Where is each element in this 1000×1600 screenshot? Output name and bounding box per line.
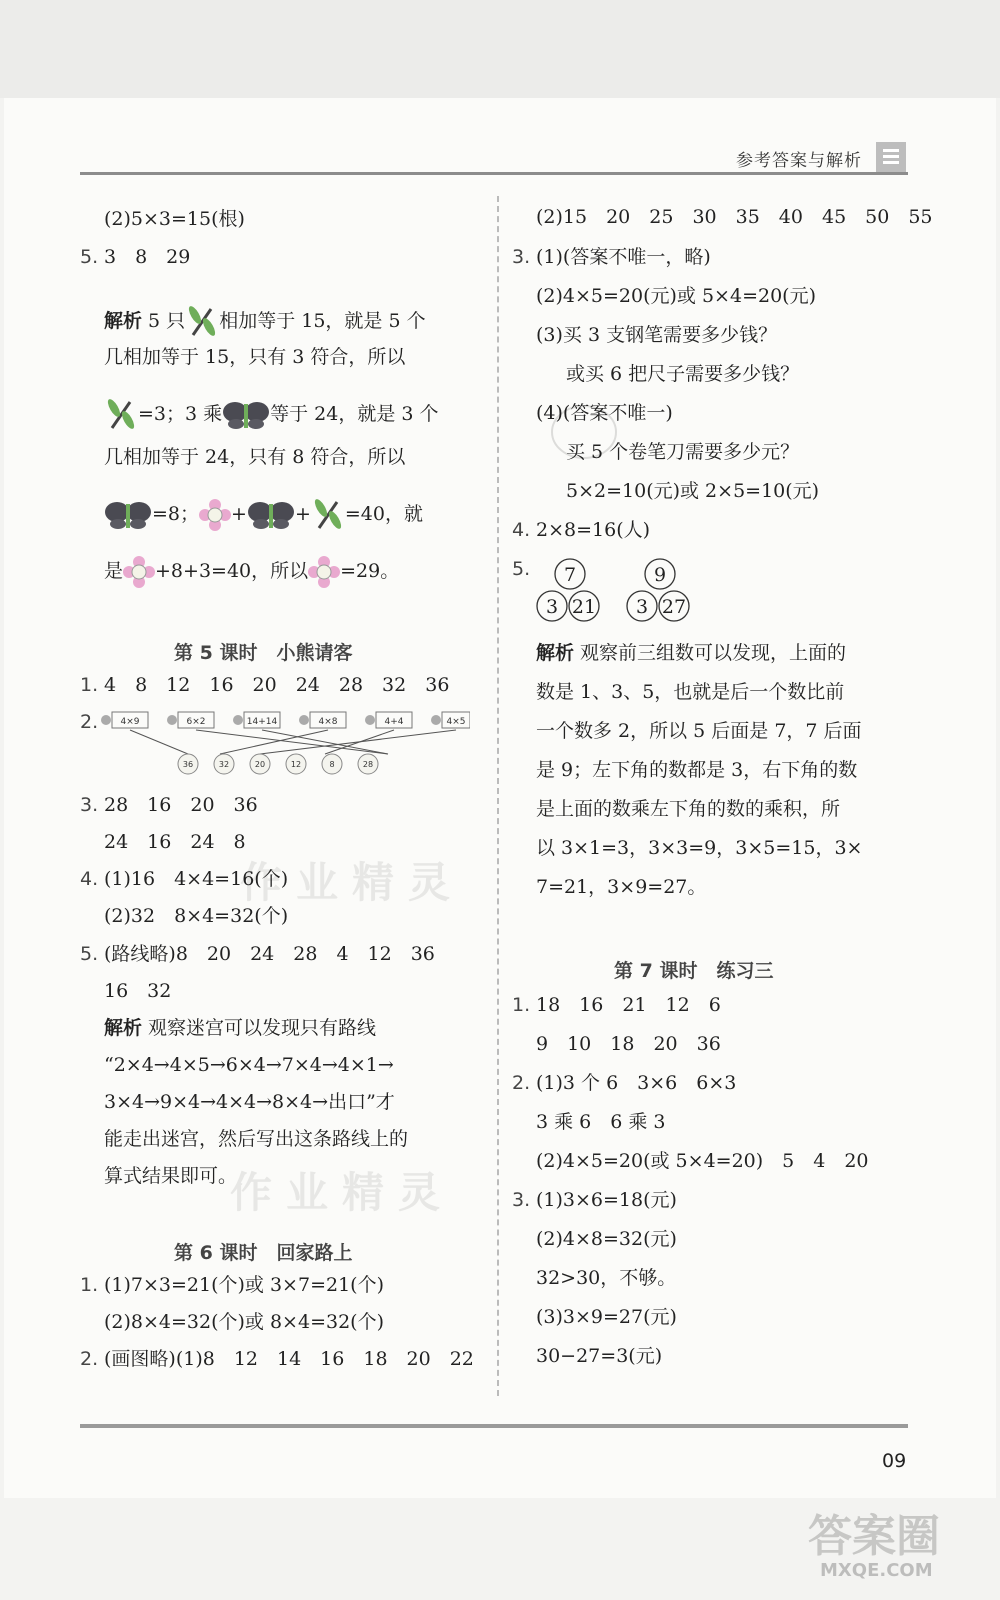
s7-q3-line-5: 30−27=3(元) [536, 1345, 663, 1367]
q3-part-1: (1)(答案不唯一，略) [536, 246, 711, 268]
card-label: 4×8 [318, 717, 338, 727]
s5-q4-number: 4. [80, 868, 99, 890]
jx-line-5: =8； + + =40，就 [104, 498, 423, 532]
r-jx-line-7: 7=21，3×9=27。 [536, 876, 707, 898]
r-jx-line-2: 数是 1、3、5，也就是后一个数比前 [536, 681, 845, 703]
jx-label: 解析 [104, 1017, 143, 1039]
q3-part-2: (2)4×5=20(元)或 5×4=20(元) [536, 285, 816, 307]
flower-icon [123, 556, 155, 588]
r-jx-line-6: 以 3×1=3，3×3=9，3×5=15，3× [536, 837, 863, 859]
s7-q3-line-3: 32>30，不够。 [536, 1267, 677, 1289]
circle-label: 12 [290, 760, 302, 769]
s7-q3-line-2: (2)4×8=32(元) [536, 1228, 677, 1250]
s5-q3-line-1: 28 16 20 36 [104, 794, 258, 816]
s5-q1-answer: 4 8 12 16 20 24 28 32 36 [104, 674, 450, 696]
jx-label: 解析 [104, 310, 143, 332]
circle-label: 32 [218, 760, 230, 769]
section-title-5: 第 5 课时 小熊请客 [174, 642, 353, 664]
card-row [101, 712, 470, 728]
s6-q1-line-1: (1)7×3=21(个)或 3×7=21(个) [104, 1274, 384, 1296]
card-label: 4+4 [384, 717, 404, 727]
butterfly-icon [222, 400, 270, 430]
s7-q3-number: 3. [512, 1189, 531, 1211]
s6-q1-number: 1. [80, 1274, 99, 1296]
jx-line-2: 几相加等于 15，只有 3 符合，所以 [104, 346, 406, 368]
book-icon [876, 142, 906, 172]
q5-number: 5. [512, 558, 531, 580]
column-divider [497, 196, 499, 1396]
s5-q3-number: 3. [80, 794, 99, 816]
s7-q3-line-4: (3)3×9=27(元) [536, 1306, 677, 1328]
s7-q2-line-1: (1)3 个 6 3×6 6×3 [536, 1072, 737, 1094]
q4-number: 4. [512, 519, 531, 541]
q3-part-4: (4)(答案不唯一) [536, 402, 673, 424]
number-circles [532, 558, 712, 626]
jx2-line-4: 能走出迷宫，然后写出这条路线上的 [104, 1128, 409, 1150]
s5-q4-line-2: (2)32 8×4=32(个) [104, 905, 289, 927]
s7-q1-number: 1. [512, 994, 531, 1016]
circle-left-1: 3 [545, 596, 559, 618]
r-jx-line-1: 解析 观察前三组数可以发现，上面的 [536, 642, 847, 664]
header-title: 参考答案与解析 [736, 151, 862, 171]
s5-q2-number: 2. [80, 711, 99, 733]
s6-q2-number: 2. [80, 1348, 99, 1370]
jx2-line-2: “2×4→4×5→6×4→7×4→4×1→ [104, 1054, 394, 1076]
q3-part-3: (3)买 3 支钢笔需要多少钱？ [536, 324, 778, 346]
flower-icon [199, 499, 231, 531]
r-jx-line-5: 是上面的数乘左下角的数的乘积，所 [536, 798, 841, 820]
circle-right-1: 21 [571, 596, 597, 618]
card-label: 6×2 [186, 717, 206, 727]
r-jx-line-3: 一个数多 2，所以 5 后面是 7，7 后面 [536, 720, 862, 742]
circle-top-1: 7 [563, 564, 577, 586]
s7-q1-line-2: 9 10 18 20 36 [536, 1033, 721, 1055]
flower-icon [308, 556, 340, 588]
q4-answer: 2×8=16(人) [536, 519, 651, 541]
q5-answer: 3 8 29 [104, 246, 191, 268]
circle-label: 8 [329, 760, 335, 769]
s5-q5-line-2: 16 32 [104, 980, 172, 1002]
matching-diagram [100, 706, 470, 782]
butterfly-icon [247, 500, 295, 530]
s7-q2-line-2: 3 乘 6 6 乘 3 [536, 1111, 666, 1133]
header-rule [80, 172, 908, 175]
jx2-line-5: 算式结果即可。 [104, 1165, 238, 1187]
circle-label: 28 [362, 760, 374, 769]
s7-q3-line-1: (1)3×6=18(元) [536, 1189, 677, 1211]
jx2-line-3: 3×4→9×4→4×4→8×4→出口”才 [104, 1091, 395, 1113]
s5-q3-line-2: 24 16 24 8 [104, 831, 246, 853]
section-title-7: 第 7 课时 练习三 [614, 960, 774, 982]
s7-q1-line-1: 18 16 21 12 6 [536, 994, 721, 1016]
dragonfly-icon [185, 305, 219, 339]
watermark-2: 作业精灵 [230, 1168, 455, 1217]
card-label: 4×5 [446, 717, 466, 727]
jx-line-1: 解析 5 只 相加等于 15，就是 5 个 [104, 305, 426, 339]
circle-row [178, 754, 378, 774]
watermark-1: 作业精灵 [240, 858, 465, 907]
circle-label: 20 [254, 760, 266, 769]
section-title-6: 第 6 课时 回家路上 [174, 1242, 353, 1264]
right-line-1: (2)15 20 25 30 35 40 45 50 55 [536, 206, 933, 228]
footer-rule [80, 1424, 908, 1428]
corner-watermark: 答案圈 [808, 1511, 940, 1562]
circle-top-2: 9 [653, 564, 667, 586]
jx-label: 解析 [536, 642, 575, 664]
page-number: 09 [882, 1450, 907, 1472]
r-jx-line-4: 是 9；左下角的数都是 3，右下角的数 [536, 759, 858, 781]
s5-q4-line-1: (1)16 4×4=16(个) [104, 868, 289, 890]
q3-part-4b: 买 5 个卷笔刀需要多少元？ [566, 441, 800, 463]
s7-q2-number: 2. [512, 1072, 531, 1094]
butterfly-icon [104, 500, 152, 530]
scan-top-band [0, 0, 1000, 98]
q5-number: 5. [80, 246, 99, 268]
dragonfly-icon [311, 498, 345, 532]
jx-line-3: =3；3 乘 等于 24，就是 3 个 [104, 398, 439, 432]
left-line-1: (2)5×3=15(根) [104, 208, 245, 230]
q3-number: 3. [512, 246, 531, 268]
s6-q2-answer: (画图略)(1)8 12 14 16 18 20 22 [104, 1348, 474, 1370]
jx2-line-1: 解析 观察迷宫可以发现只有路线 [104, 1017, 377, 1039]
s7-q2-line-3: (2)4×5=20(或 5×4=20) 5 4 20 [536, 1150, 869, 1172]
s6-q1-line-2: (2)8×4=32(个)或 8×4=32(个) [104, 1311, 384, 1333]
match-lines [130, 730, 456, 754]
corner-watermark-url: MXQE.COM [820, 1560, 933, 1581]
s5-q1-number: 1. [80, 674, 99, 696]
circle-left-2: 3 [635, 596, 649, 618]
jx-line-4: 几相加等于 24，只有 8 符合，所以 [104, 446, 406, 468]
q3-part-3b: 或买 6 把尺子需要多少钱？ [566, 363, 800, 385]
s5-q5-line-1: (路线略)8 20 24 28 4 12 36 [104, 943, 435, 965]
q3-part-4c: 5×2=10(元)或 2×5=10(元) [566, 480, 820, 502]
s5-q5-number: 5. [80, 943, 99, 965]
stamp-mark [548, 400, 620, 464]
dragonfly-icon [104, 398, 138, 432]
jx-line-6: 是 +8+3=40，所以 =29。 [104, 556, 399, 588]
card-label: 4×9 [120, 717, 140, 727]
card-label: 14+14 [246, 717, 278, 727]
circle-label: 36 [182, 760, 194, 769]
circle-right-2: 27 [661, 596, 687, 618]
